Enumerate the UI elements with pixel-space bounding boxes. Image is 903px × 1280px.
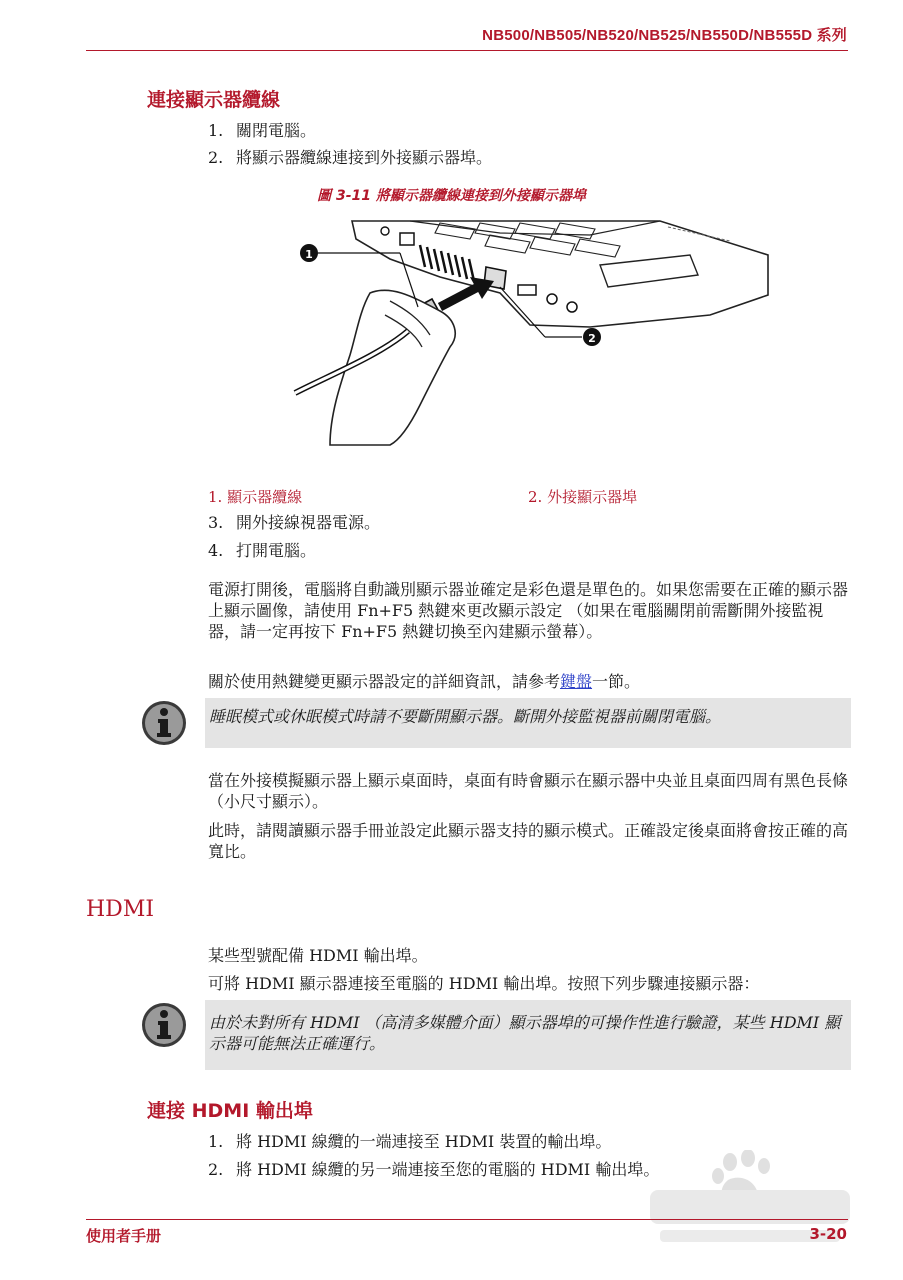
list-item: 2. 將顯示器纜線連接到外接顯示器埠。 xyxy=(208,148,493,167)
note-hdmi-compat: 由於未對所有 HDMI （高清多媒體介面）顯示器埠的可操作性進行驗證，某些 HDMI 顯示器可能無法正確運行。 xyxy=(205,1000,851,1070)
laptop-illustration xyxy=(290,215,770,455)
list-item: 2. 將 HDMI 線纜的另一端連接至您的電腦的 HDMI 輸出埠。 xyxy=(208,1160,660,1179)
list-item: 1. 關閉電腦。 xyxy=(208,121,317,140)
footer-title: 使用者手册 xyxy=(86,1227,162,1245)
list-item: 4. 打開電腦。 xyxy=(208,541,317,560)
paragraph-auto-detect: 電源打開後，電腦將自動識別顯示器並確定是彩色還是單色的。如果您需要在正確的顯示器上顯示圖像，請使用 Fn+F5 熱鍵來更改顯示設定 （如果在電腦關閉前需斷開外接監視器，請一定再按下 Fn+F5 熱鍵切換至內建顯示螢幕）。 xyxy=(208,580,849,641)
section-heading-hdmi-connect: 連接 HDMI 輸出埠 xyxy=(147,1100,313,1122)
info-icon xyxy=(140,699,188,747)
paragraph-display-mode: 此時，請閱讀顯示器手冊並設定此顯示器支持的顯示模式。正確設定後桌面將會按正確的高寬比。 xyxy=(208,821,849,861)
header-rule xyxy=(86,50,848,51)
paragraph-hdmi-connect: 可將 HDMI 顯示器連接至電腦的 HDMI 輸出埠。按照下列步驟連接顯示器： xyxy=(208,974,760,993)
figure-caption: 圖 3-11 將顯示器纜線連接到外接顯示器埠 xyxy=(317,188,586,204)
header-title: NB500/NB505/NB520/NB525/NB550D/NB555D 系列 xyxy=(482,27,847,44)
footer-rule xyxy=(86,1219,848,1220)
figure-marker-2: 2 xyxy=(588,332,596,345)
paragraph-hotkey-reference: 關於使用熱鍵變更顯示器設定的詳細資訊，請參考鍵盤一節。 xyxy=(208,672,641,691)
list-item: 3. 開外接線視器電源。 xyxy=(208,513,381,532)
page-number: 3-20 xyxy=(809,1225,847,1243)
legend-item-2: 2. 外接顯示器埠 xyxy=(528,488,638,506)
figure-marker-1: 1 xyxy=(305,248,313,261)
legend-item-1: 1. 顯示器纜線 xyxy=(208,488,303,506)
paragraph-hdmi-models: 某些型號配備 HDMI 輸出埠。 xyxy=(208,946,428,965)
note-sleep-mode: 睡眠模式或休眠模式時請不要斷開顯示器。斷開外接監視器前關閉電腦。 xyxy=(205,698,851,748)
info-icon xyxy=(140,1001,188,1049)
section-heading-hdmi: HDMI xyxy=(86,897,155,922)
section-heading-monitor: 連接顯示器纜線 xyxy=(147,89,281,111)
keyboard-link[interactable]: 鍵盤 xyxy=(560,672,593,691)
list-item: 1. 將 HDMI 線纜的一端連接至 HDMI 裝置的輸出埠。 xyxy=(208,1132,612,1151)
paragraph-black-bars: 當在外接模擬顯示器上顯示桌面時，桌面有時會顯示在顯示器中央並且桌面四周有黑色長條 （小尺寸顯示）。 xyxy=(208,771,849,811)
